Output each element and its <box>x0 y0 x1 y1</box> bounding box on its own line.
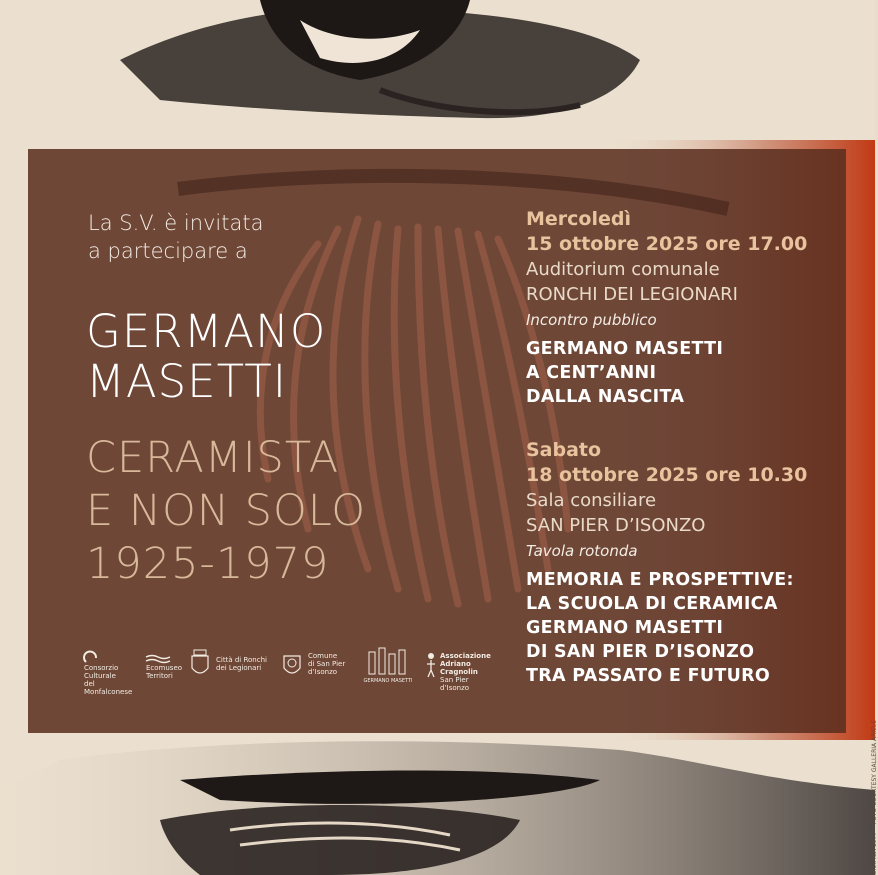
logo-text: d’Isonzo <box>308 668 338 676</box>
ecomuseo-icon <box>146 654 170 664</box>
event-kind: Tavola rotonda <box>526 542 638 560</box>
artist-name <box>86 307 326 407</box>
logo-text: del Monfalconese <box>84 680 133 696</box>
crest-icon <box>282 650 302 678</box>
event-title-line: MEMORIA E PROSPETTIVE: <box>526 570 794 590</box>
invitation-line-2: a partecipare a <box>88 239 248 263</box>
logo-text: Cragnolin <box>440 668 478 676</box>
artist-years: 1925-1979 <box>86 539 330 589</box>
logo-text: Città di Ronchi <box>216 656 267 664</box>
logo-text: Territori <box>146 672 173 680</box>
figure-icon <box>426 652 436 678</box>
event-title-line: GERMANO MASETTI <box>526 339 724 359</box>
logo-ronchi <box>190 650 270 672</box>
event-venue: Sala consiliare <box>526 490 657 511</box>
subtitle-line-1: CERAMISTA <box>86 433 340 483</box>
subtitle-line-2: E NON SOLO <box>86 486 367 536</box>
logo-text: Ecomuseo <box>146 664 183 672</box>
event-town: RONCHI DEI LEGIONARI <box>526 284 738 305</box>
logo-text: Adriano <box>440 660 471 668</box>
logo-text: dei Legionari <box>216 664 262 672</box>
event-day: Mercoledì <box>526 208 631 230</box>
invitation-text <box>88 209 263 265</box>
event-kind: Incontro pubblico <box>526 311 657 329</box>
photo-credit: GRAFICA 1977 • FOTO COURTESY GALLERIA ARIELE <box>871 720 878 875</box>
event-day: Sabato <box>526 439 602 461</box>
invitation-line-1: La S.V. è invitata <box>88 211 264 235</box>
event-title <box>526 337 807 409</box>
event-title-line: A CENT’ANNI <box>526 363 657 383</box>
event-title-line: GERMANO MASETTI <box>526 618 724 638</box>
crest-icon <box>190 650 210 678</box>
logo-text: San Pier d’Isonzo <box>440 676 470 692</box>
logo-scuola <box>362 644 414 684</box>
logo-associazione <box>426 652 496 692</box>
scuola-icon <box>366 644 410 678</box>
logo-text: di San Pier <box>308 660 346 668</box>
artist-last-name: MASETTI <box>86 355 288 408</box>
artist-first-name: GERMANO <box>86 305 327 358</box>
event-title-line: DALLA NASCITA <box>526 387 685 407</box>
event-date: 18 ottobre 2025 ore 10.30 <box>526 464 808 486</box>
logo-text: Associazione <box>440 652 491 660</box>
logo-text: Consorzio Culturale <box>84 664 119 680</box>
logo-ecomuseo <box>146 654 186 680</box>
logo-consorzio <box>84 652 144 696</box>
event-venue: Auditorium comunale <box>526 259 720 280</box>
event-title-line: LA SCUOLA DI CERAMICA <box>526 594 778 614</box>
exhibition-subtitle <box>86 432 366 591</box>
event-town: SAN PIER D’ISONZO <box>526 515 706 536</box>
event-title-line: TRA PASSATO E FUTURO <box>526 666 771 686</box>
logo-san-pier <box>282 650 348 676</box>
logo-text: GERMANO MASETTI <box>363 678 413 684</box>
event-date: 15 ottobre 2025 ore 17.00 <box>526 233 808 255</box>
event-title <box>526 568 807 688</box>
event-2 <box>526 438 807 688</box>
event-1 <box>526 207 807 409</box>
consorzio-icon <box>84 652 98 664</box>
logo-text: Comune <box>308 652 338 660</box>
event-title-line: DI SAN PIER D’ISONZO <box>526 642 755 662</box>
